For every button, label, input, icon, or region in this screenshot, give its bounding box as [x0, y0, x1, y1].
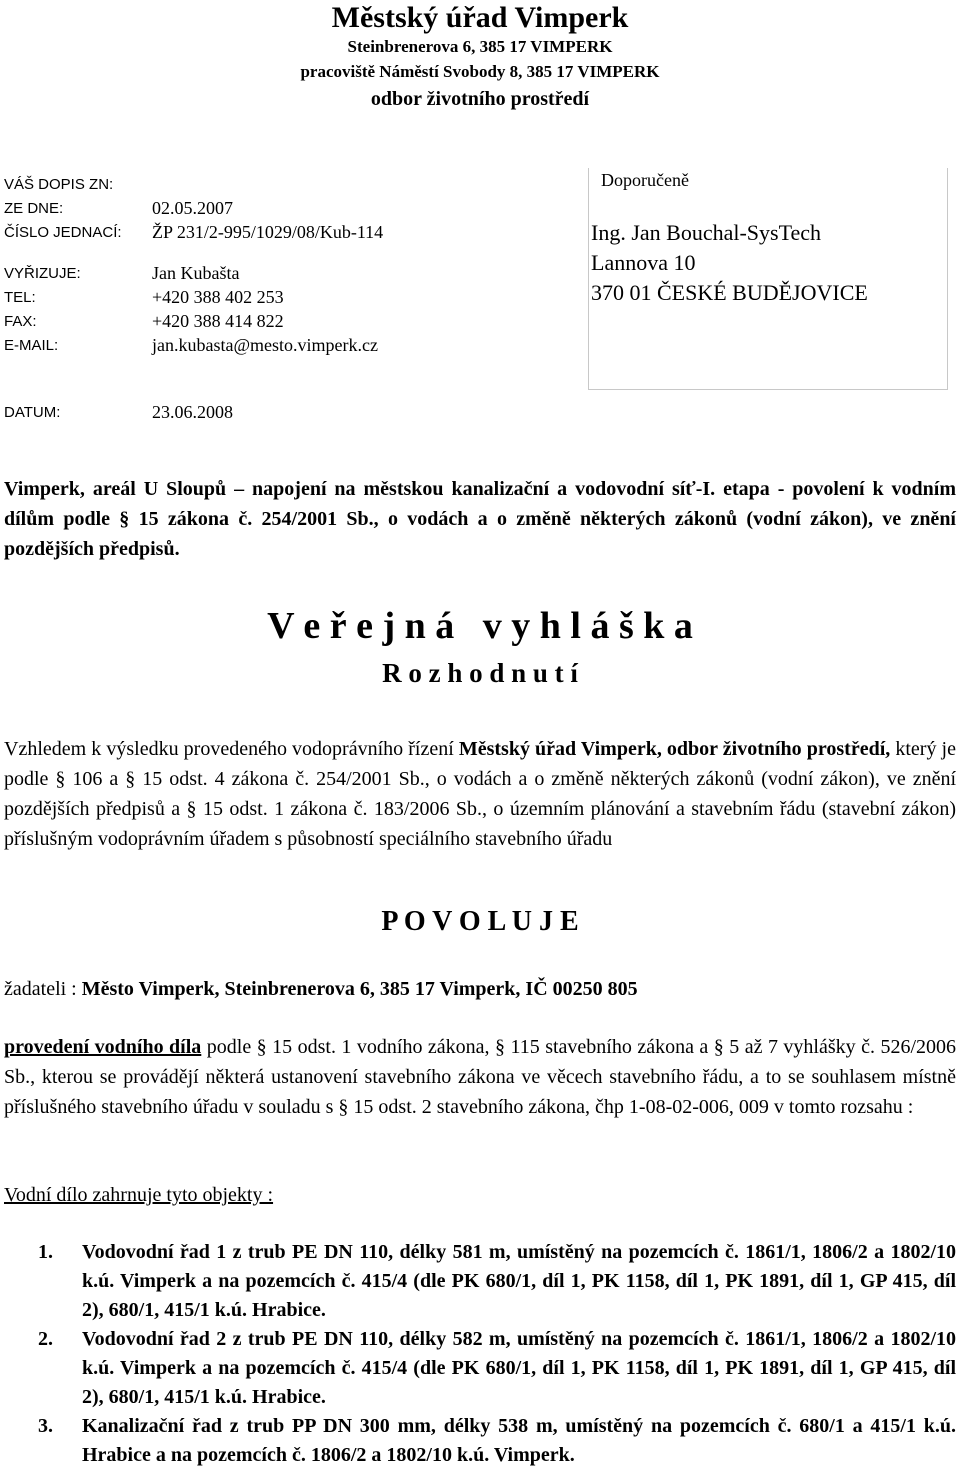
permit-body: podle § 15 odst. 1 vodního zákona, § 115 stavebního zákona a § 5 až 7 vyhlášky č. 526/2006 Sb., kterou se provádějí některá ustanovení stavebního zákona ve věcech stavebního řádu, a to se souhlasem místně příslušného stavebního úřadu v souladu s § 15 odst. 2 stavebního zákona, čhp 1-08-02-006, 009 v tomto rozsahu :	[4, 1036, 956, 1118]
fax-value: +420 388 414 822	[152, 310, 284, 331]
decision-title: R o z h o d n u t í	[382, 658, 578, 688]
ref-row-dated	[4, 196, 564, 220]
ref-row-your-letter	[4, 172, 564, 196]
tel-value: +420 388 402 253	[152, 286, 284, 307]
objects-list	[38, 1238, 956, 1470]
office-address: Steinbrenerova 6, 385 17 VIMPERK	[347, 37, 613, 56]
delivery-type: Doporučeně	[601, 170, 689, 190]
permit-subject: provedení vodního díla	[4, 1036, 202, 1058]
recipient-street: Lannova 10	[591, 250, 696, 275]
dated-value: 02.05.2007	[152, 197, 233, 218]
applicant-line	[4, 974, 956, 1004]
list-item	[38, 1325, 956, 1412]
applicant-value: Město Vimperk, Steinbrenerova 6, 385 17 Vimperk, IČ 00250 805	[81, 978, 638, 1000]
office-department: odbor životního prostředí	[370, 88, 590, 110]
paragraph1-intro: Vzhledem k výsledku provedeného vodoprávního řízení	[4, 738, 459, 760]
list-item-text: Kanalizační řad z trub PP DN 300 mm, délky 538 m, umístěný na pozemcích č. 680/1 a 415/1 k.ú. Hrabice a na pozemcích č. 1806/2 a 1802/10 k.ú. Vimperk.	[82, 1415, 956, 1466]
ref-row-tel	[4, 285, 564, 309]
list-item-text: Vodovodní řad 2 z trub PE DN 110, délky 582 m, umístěný na pozemcích č. 1861/1, 1806/2 a 1802/10 k.ú. Vimperk a na pozemcích č. 415/4 (dle PK 680/1, díl 1, PK 1158, díl 1, PK 1891, díl 1, GP 415, díl 2), 680/1, 415/1 k.ú. Hrabice.	[82, 1328, 956, 1408]
ref-row-fax	[4, 309, 564, 333]
permits-heading: P O V O L U J E	[381, 906, 579, 937]
list-item	[38, 1238, 956, 1325]
ref-row-handled-by	[4, 261, 564, 285]
email-value[interactable]: jan.kubasta@mesto.vimperk.cz	[152, 334, 379, 355]
date-row	[4, 402, 233, 423]
ref-no-value: ŽP 231/2-995/1029/08/Kub-114	[152, 221, 384, 242]
recipient-name: Ing. Jan Bouchal-SysTech	[591, 220, 822, 245]
date-label: DATUM:	[4, 404, 61, 421]
objects-heading: Vodní dílo zahrnuje tyto objekty :	[4, 1184, 274, 1206]
ref-row-ref-no	[4, 220, 564, 244]
permit-paragraph	[4, 1032, 956, 1122]
list-item	[38, 1412, 956, 1470]
list-item-number: 1.	[38, 1241, 53, 1263]
paragraph1-body: který je podle § 106 a § 15 odst. 4 zákona č. 254/2001 Sb., o vodách a o změně některých zákonů (vodní zákon), ve znění pozdějších předpisů a § 15 odst. 1 zákona č. 183/2006 Sb., o územním plánování a stavebním řádu (stavební zákon) příslušným vodoprávním úřadem s působností speciálního stavebního úřadu	[4, 738, 956, 850]
decision-paragraph	[4, 734, 956, 854]
ref-no-label: ČÍSLO JEDNACÍ:	[4, 223, 122, 241]
list-item-text: Vodovodní řad 1 z trub PE DN 110, délky 581 m, umístěný na pozemcích č. 1861/1, 1806/2 a 1802/10 k.ú. Vimperk a na pozemcích č. 415/4 (dle PK 680/1, díl 1, PK 1158, díl 1, PK 1891, díl 1, GP 415, díl 2), 680/1, 415/1 k.ú. Hrabice.	[82, 1241, 956, 1321]
letterhead	[0, 2, 960, 112]
subject-tail: , o vodách a o změně některých zákonů (vodní zákon), ve znění pozdějších předpisů.	[4, 508, 956, 560]
dated-label: ZE DNE:	[4, 199, 64, 217]
email-label: E-MAIL:	[4, 336, 59, 354]
reference-block	[4, 172, 564, 357]
paragraph1-authority: Městský úřad Vimperk, odbor životního prostředí,	[458, 738, 891, 760]
recipient-address-box	[588, 168, 948, 390]
list-item-number: 2.	[38, 1328, 53, 1350]
ref-row-email	[4, 333, 564, 357]
subject-main: Vimperk, areál U Sloupů – napojení na městskou kanalizační a vodovodní síť-I. etapa - povolení k vodním dílům podle § 15 zákona č. 254/2001 Sb.	[4, 478, 956, 530]
handled-by-value: Jan Kubašta	[152, 262, 240, 283]
fax-label: FAX:	[4, 312, 37, 330]
list-item-number: 3.	[38, 1415, 53, 1437]
notice-title: V e ř e j n á v y h l á š k a	[267, 605, 693, 647]
handled-by-label: VYŘIZUJE:	[4, 264, 81, 282]
tel-label: TEL:	[4, 288, 36, 306]
office-name: Městský úřad Vimperk	[331, 1, 629, 34]
recipient-city: 370 01 ČESKÉ BUDĚJOVICE	[591, 280, 868, 305]
date-value: 23.06.2008	[152, 402, 233, 422]
your-letter-label: VÁŠ DOPIS ZN:	[4, 175, 114, 193]
office-workplace: pracoviště Náměstí Svobody 8, 385 17 VIMPERK	[300, 62, 660, 81]
subject	[4, 474, 956, 564]
applicant-label: žadateli :	[4, 978, 82, 1000]
